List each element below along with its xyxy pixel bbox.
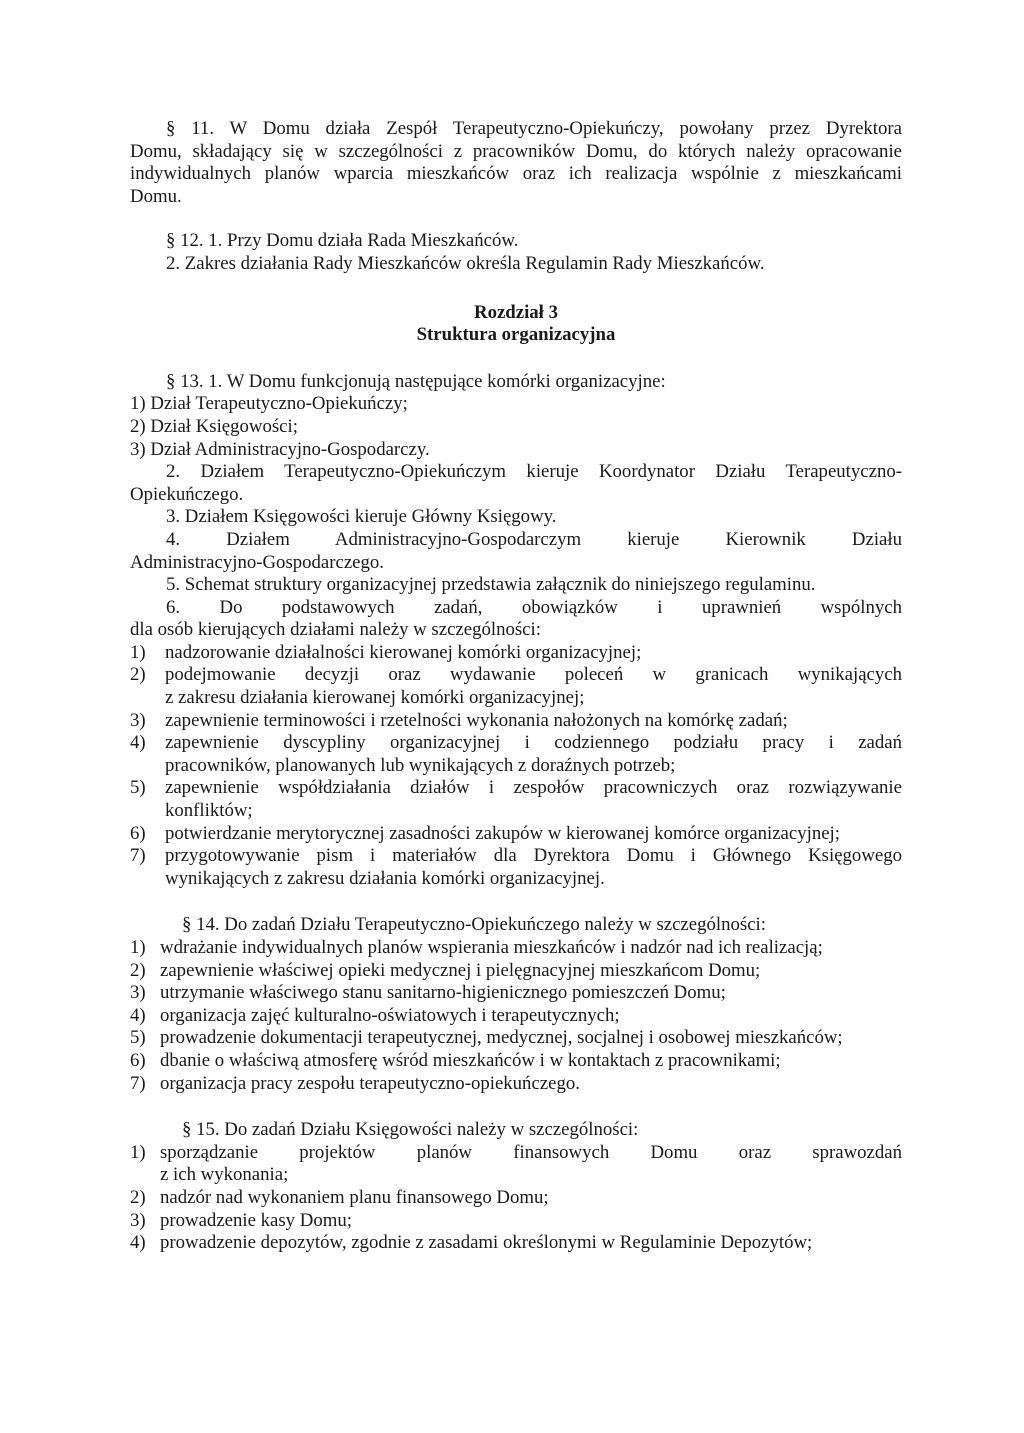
list-item-text: organizacja pracy zespołu terapeutyczno-opiekuńczego. — [160, 1072, 580, 1094]
list-item-number: 7) — [130, 1072, 146, 1094]
list-item-text: z zakresu działania kierowanej komórki organizacyjnej; — [165, 687, 585, 709]
p13-item-6-line-2: dla osób kierujących działami należy w szczególności: — [130, 619, 541, 641]
p13-item-2-line-2: Opiekuńczego. — [130, 483, 244, 505]
list-item-text: utrzymanie właściwego stanu sanitarno-higienicznego pomieszczeń Domu; — [160, 982, 726, 1004]
p14-list — [130, 937, 902, 1095]
list-item — [130, 642, 902, 665]
list-item — [130, 1142, 902, 1187]
list-item-number: 1) — [130, 1141, 146, 1163]
p11-line-4: Domu. — [130, 185, 182, 207]
list-item-text: pracowników, planowanych lub wynikających z doraźnych potrzeb; — [165, 754, 676, 776]
list-item-text: potwierdzanie merytorycznej zasadności zakupów w kierowanej komórce organizacyjnej; — [165, 822, 840, 844]
list-item-text: konfliktów; — [165, 800, 253, 822]
list-item-number: 3) — [130, 709, 146, 731]
list-item-number: 6) — [130, 1049, 146, 1071]
list-item-number: 1) — [130, 937, 146, 958]
list-item — [130, 845, 902, 890]
p13-item-4-line-1: 4. Działem Administracyjno-Gospodarczym kieruje Kierownik Działu — [166, 528, 902, 550]
list-item-text: nadzór nad wykonaniem planu finansowego Domu; — [160, 1186, 549, 1208]
list-item-number: 4) — [130, 1232, 146, 1254]
p13-intro: § 13. 1. W Domu funkcjonują następujące komórki organizacyjne: — [166, 370, 666, 392]
list-item — [130, 777, 902, 822]
list-item-number: 2) — [130, 1186, 146, 1208]
list-item — [130, 1187, 902, 1210]
list-item-text: wynikających z zakresu działania komórki organizacyjnej. — [165, 867, 605, 889]
list-item-text: zapewnienie współdziałania działów i zespołów pracowniczych oraz rozwiązywanie — [165, 777, 902, 799]
p12-item-1: § 12. 1. Przy Domu działa Rada Mieszkańców. — [166, 230, 519, 252]
list-item-text: zapewnienie właściwej opieki medycznej i pielęgnacyjnej mieszkańcom Domu; — [160, 959, 761, 981]
list-item — [130, 732, 902, 777]
p13-item-6-line-1: 6. Do podstawowych zadań, obowiązków i uprawnień wspólnych — [166, 596, 902, 618]
paragraph-12 — [130, 230, 902, 275]
list-item-text: zapewnienie terminowości i rzetelności wykonania nałożonych na komórkę zadań; — [165, 709, 788, 731]
list-item-number: 1) — [130, 641, 146, 663]
p13-item-4-line-2: Administracyjno-Gospodarczego. — [130, 551, 384, 573]
chapter-title: Struktura organizacyjna — [416, 324, 616, 346]
list-item-number: 7) — [130, 845, 146, 867]
p13-item-2-line-1: 2. Działem Terapeutyczno-Opiekuńczym kieruje Koordynator Działu Terapeutyczno- — [166, 461, 902, 483]
p13-unit-2: 2) Dział Księgowości; — [130, 415, 298, 437]
p13-item-5: 5. Schemat struktury organizacyjnej przedstawia załącznik do niniejszego regulaminu. — [166, 574, 816, 596]
chapter-number: Rozdział 3 — [474, 301, 558, 323]
chapter-heading — [130, 302, 902, 347]
p12-item-2: 2. Zakres działania Rady Mieszkańców określa Regulamin Rady Mieszkańców. — [166, 252, 765, 274]
document-page — [130, 118, 902, 1255]
list-item-number: 3) — [130, 982, 146, 1004]
list-item-number: 2) — [130, 959, 146, 981]
list-item — [130, 1027, 902, 1050]
p15-list — [130, 1142, 902, 1255]
list-item-text: prowadzenie kasy Domu; — [160, 1209, 352, 1231]
p13-unit-1: 1) Dział Terapeutyczno-Opiekuńczy; — [130, 393, 408, 415]
p15-intro: § 15. Do zadań Działu Księgowości należy w szczególności: — [182, 1119, 639, 1141]
list-item-text: nadzorowanie działalności kierowanej komórki organizacyjnej; — [165, 641, 642, 663]
list-item-number: 6) — [130, 822, 146, 844]
paragraph-11 — [130, 118, 902, 208]
list-item — [130, 1050, 902, 1073]
paragraph-14 — [130, 914, 902, 1095]
paragraph-13 — [130, 371, 902, 891]
p11-line-2: Domu, składający się w szczególności z pracowników Domu, do których należy opracowanie — [130, 140, 902, 162]
list-item-number: 5) — [130, 777, 146, 799]
list-item-text: przygotowywanie pism i materiałów dla Dyrektora Domu i Głównego Księgowego — [165, 845, 902, 867]
list-item-text: z ich wykonania; — [160, 1164, 289, 1186]
list-item — [130, 710, 902, 733]
list-item-number: 4) — [130, 732, 146, 754]
list-item-text: wdrażanie indywidualnych planów wspierania mieszkańców i nadzór nad ich realizacją; — [160, 937, 823, 958]
p14-intro: § 14. Do zadań Działu Terapeutyczno-Opiekuńczego należy w szczególności: — [182, 914, 766, 936]
list-item-number: 5) — [130, 1027, 146, 1049]
list-item-text: podejmowanie decyzji oraz wydawanie poleceń w granicach wynikających — [165, 664, 902, 686]
p13-item-3: 3. Działem Księgowości kieruje Główny Księgowy. — [166, 506, 557, 528]
list-item — [130, 960, 902, 983]
list-item-number: 3) — [130, 1209, 146, 1231]
list-item — [130, 823, 902, 846]
list-item-text: prowadzenie dokumentacji terapeutycznej, medycznej, socjalnej i osobowej mieszkańców; — [160, 1027, 843, 1049]
paragraph-15 — [130, 1119, 902, 1255]
duties-list — [130, 642, 902, 891]
list-item — [130, 937, 902, 960]
list-item — [130, 1210, 902, 1233]
list-item-text: zapewnienie dyscypliny organizacyjnej i codziennego podziału pracy i zadań — [165, 732, 902, 754]
list-item — [130, 1232, 902, 1255]
list-item-text: prowadzenie depozytów, zgodnie z zasadami określonymi w Regulaminie Depozytów; — [160, 1232, 813, 1254]
p11-line-1: § 11. W Domu działa Zespół Terapeutyczno-Opiekuńczy, powołany przez Dyrektora — [166, 118, 902, 139]
list-item-text: dbanie o właściwą atmosferę wśród mieszkańców i w kontaktach z pracownikami; — [160, 1049, 781, 1071]
p11-line-3: indywidualnych planów wparcia mieszkańców oraz ich realizacja wspólnie z mieszkańcami — [130, 163, 902, 185]
list-item-text: organizacja zajęć kulturalno-oświatowych i terapeutycznych; — [160, 1004, 620, 1026]
list-item-text: sporządzanie projektów planów finansowych Domu oraz sprawozdań — [160, 1141, 902, 1163]
list-item — [130, 1005, 902, 1028]
list-item — [130, 664, 902, 709]
list-item — [130, 982, 902, 1005]
p13-unit-3: 3) Dział Administracyjno-Gospodarczy. — [130, 438, 430, 460]
list-item — [130, 1073, 902, 1096]
list-item-number: 4) — [130, 1004, 146, 1026]
list-item-number: 2) — [130, 664, 146, 686]
